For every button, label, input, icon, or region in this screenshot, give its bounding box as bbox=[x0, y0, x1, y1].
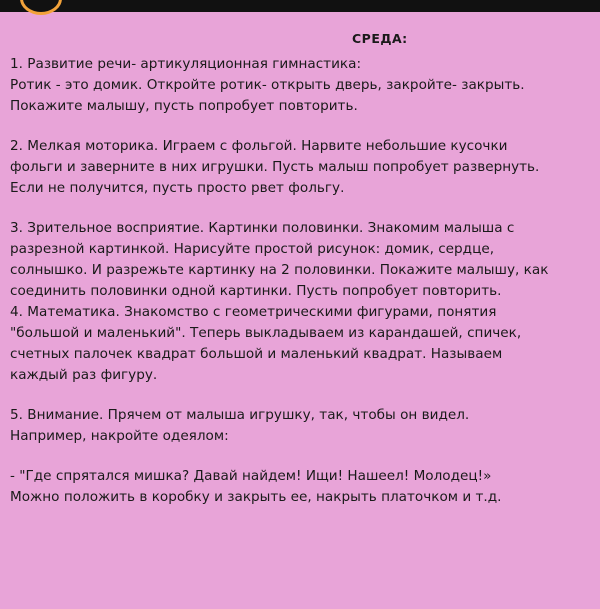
day-title: СРЕДА: bbox=[352, 31, 408, 46]
top-bar bbox=[0, 0, 600, 12]
text-line: 2. Мелкая моторика. Играем с фольгой. Нарвите небольшие кусочки bbox=[10, 138, 508, 154]
text-line: 1. Развитие речи- артикуляционная гимнастика: bbox=[10, 56, 362, 72]
activity-item-attention bbox=[10, 405, 594, 447]
text-line: Например, накройте одеялом: bbox=[10, 428, 229, 444]
activity-item-math bbox=[10, 302, 594, 386]
text-line: фольги и заверните в них игрушки. Пусть малыш попробует развернуть. bbox=[10, 159, 540, 175]
activity-list bbox=[10, 30, 594, 508]
text-line: 3. Зрительное восприятие. Картинки половинки. Знакомим малыша с bbox=[10, 220, 515, 236]
text-line: разрезной картинкой. Нарисуйте простой рисунок: домик, сердце, bbox=[10, 241, 495, 257]
text-line: счетных палочек квадрат большой и маленький квадрат. Называем bbox=[10, 346, 503, 362]
text-line: 5. Внимание. Прячем от малыша игрушку, так, чтобы он видел. bbox=[10, 407, 470, 423]
activity-item-quote bbox=[10, 466, 594, 508]
activity-item-speech bbox=[10, 54, 594, 117]
text-line: соединить половинки одной картинки. Пусть попробует повторить. bbox=[10, 283, 502, 299]
text-line: "большой и маленький". Теперь выкладываем из карандашей, спичек, bbox=[10, 325, 522, 341]
text-line: Ротик - это домик. Откройте ротик- открыть дверь, закройте- закрыть. bbox=[10, 77, 525, 93]
text-line: Если не получится, пусть просто рвет фольгу. bbox=[10, 180, 345, 196]
activity-item-visual bbox=[10, 218, 594, 302]
text-line: 4. Математика. Знакомство с геометрическими фигурами, понятия bbox=[10, 304, 497, 320]
text-line: - "Где спрятался мишка? Давай найдем! Ищи! Нашеел! Молодец!» bbox=[10, 468, 492, 484]
text-line: солнышко. И разрежьте картинку на 2 половинки. Покажите малышу, как bbox=[10, 262, 549, 278]
logo-circle-icon bbox=[20, 0, 62, 15]
text-line: Можно положить в коробку и закрыть ее, накрыть платочком и т.д. bbox=[10, 489, 502, 505]
text-line: каждый раз фигуру. bbox=[10, 367, 158, 383]
activity-item-motor bbox=[10, 136, 594, 199]
text-line: Покажите малышу, пусть попробует повторить. bbox=[10, 98, 358, 114]
